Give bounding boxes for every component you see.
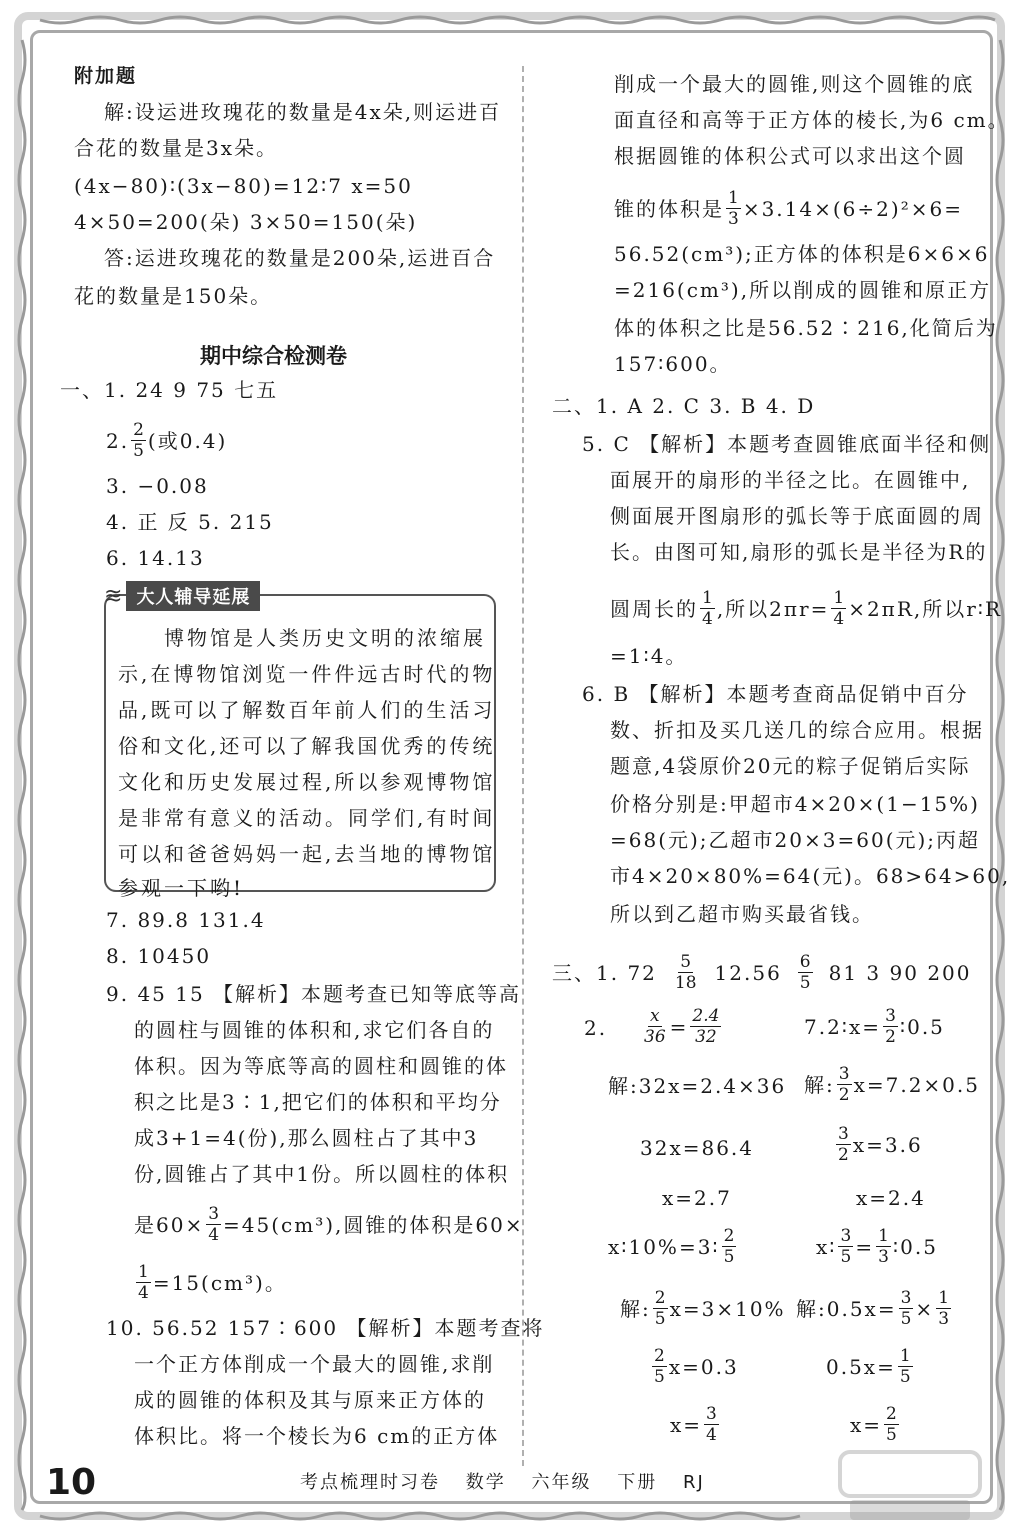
tip-line-1: 博物馆是人类历史文明的浓缩展 (164, 626, 486, 650)
watermark-logo-icon (830, 1446, 990, 1526)
cont-line-7: 体的体积之比是56.52∶216,化简后为 (614, 316, 998, 340)
answer-2-6-line-1: 6. B 【解析】本题考查商品促销中百分 (582, 682, 969, 706)
equation-3-step-1: 解: $\frac{2}{5}$ x=3×10% (620, 1288, 786, 1329)
tip-line-6: 是非常有意义的活动。同学们,有时间 (118, 806, 496, 830)
equation-4: x∶ $\frac{3}{5}$ = $\frac{1}{3}$ ∶0.5 (816, 1226, 938, 1267)
fraction: $\frac{1}{5}$ (899, 1346, 911, 1387)
answer-2-6-line-6: 市4×20×80%=64(元)。68>64>60, (610, 864, 1011, 888)
answer-1-7: 7. 89.8 131.4 (106, 908, 266, 932)
equation-1: $\frac{x}{36}$ = $\frac{2.4}{32}$ (644, 1006, 720, 1047)
equation-2-step-1: 解: $\frac{3}{2}$ x=7.2×0.5 (804, 1064, 980, 1105)
bonus-line-5: 答:运进玫瑰花的数量是200朵,运进百合 (104, 246, 496, 270)
fraction: $\frac{5}{18}$ (674, 952, 697, 993)
tip-box-tab (104, 582, 260, 610)
fraction: $\frac{2.4}{32}$ (692, 1006, 720, 1047)
equation-4-step-3: x= $\frac{2}{5}$ (850, 1404, 897, 1445)
page-number: 10 (46, 1462, 97, 1503)
bonus-line-4: 4×50=200(朵) 3×50=150(朵) (74, 210, 418, 234)
q2-suffix: (或0.4) (147, 428, 228, 453)
cont-line-4: 锥的体积是 $\frac{1}{3}$ ×3.14×(6÷2)²×6= (614, 188, 963, 229)
fraction: $\frac{3}{4}$ (208, 1204, 220, 1245)
cont-line-6: =216(cm³),所以削成的圆锥和原正方 (614, 278, 992, 302)
answer-2-5-line-1: 5. C 【解析】本题考查圆锥底面半径和侧 (582, 432, 992, 456)
fraction: $\frac{3}{2}$ (838, 1064, 850, 1105)
answer-1-9-line-6: 份,圆锥占了其中1份。所以圆柱的体积 (134, 1162, 510, 1186)
answer-1-10-line-1: 10. 56.52 157∶600 【解析】本题考查将 (106, 1316, 545, 1340)
equation-2: 7.2∶x= $\frac{3}{2}$ ∶0.5 (804, 1006, 945, 1047)
bonus-line-2: 合花的数量是3x朵。 (74, 136, 279, 160)
bonus-heading: 附加题 (74, 65, 138, 87)
equation-3-step-3: x= $\frac{3}{4}$ (670, 1404, 717, 1445)
cont-line-5: 56.52(cm³);正方体的体积是6×6×6 (614, 242, 990, 266)
answer-1-9-line-8: $\frac{1}{4}$ =15(cm³)。 (138, 1262, 287, 1303)
bonus-line-1: 解:设运进玫瑰花的数量是4x朵,则运进百 (104, 100, 502, 124)
equation-4-step-1: 解:0.5x= $\frac{3}{5}$ × $\frac{1}{3}$ (796, 1288, 950, 1329)
answer-3-2-label: 2. (584, 1016, 608, 1040)
fraction: $\frac{1}{3}$ (878, 1226, 889, 1267)
fraction: $\frac{1}{3}$ (938, 1288, 950, 1329)
answer-2-6-line-2: 数、折扣及买几送几的综合应用。根据 (610, 718, 984, 742)
fraction: $\frac{2}{5}$ (654, 1346, 665, 1387)
fraction: $\frac{2}{5}$ (723, 1226, 735, 1267)
fraction: $\frac{3}{4}$ (706, 1404, 717, 1445)
answer-1-1: 一、1. 24 9 75 七五 (60, 378, 279, 402)
fraction: $\frac{2}{5}$ (133, 420, 144, 461)
answer-2-1-4: 二、1. A 2. C 3. B 4. D (552, 394, 816, 418)
cont-line-8: 157∶600。 (614, 352, 732, 376)
fraction: $\frac{1}{3}$ (728, 188, 739, 229)
equation-2-step-2: $\frac{3}{2}$ x=3.6 (838, 1124, 923, 1165)
answer-1-9-line-3: 体积。因为等底等高的圆柱和圆锥的体 (134, 1054, 508, 1078)
fraction: $\frac{6}{5}$ (799, 952, 811, 993)
fraction: $\frac{3}{2}$ (885, 1006, 896, 1047)
answer-1-6: 6. 14.13 (106, 546, 205, 570)
cont-line-1: 削成一个最大的圆锥,则这个圆锥的底 (614, 72, 975, 96)
footer-grade: 六年级 (531, 1472, 592, 1493)
answer-1-9-line-1: 9. 45 15 【解析】本题考查已知等底等高 (106, 982, 522, 1006)
fraction: $\frac{2}{5}$ (886, 1404, 897, 1445)
answer-2-6-line-7: 所以到乙超市购买最省钱。 (610, 902, 874, 926)
answer-2-5-line-3: 侧面展开图扇形的弧长等于底面圆的周 (610, 504, 984, 528)
answer-1-4-5: 4. 正 反 5. 215 (106, 510, 274, 534)
answer-1-9-line-2: 的圆柱与圆锥的体积和,求它们各自的 (134, 1018, 495, 1042)
bonus-line-6: 花的数量是150朵。 (74, 284, 273, 308)
tip-line-8: 参观一下哟! (118, 876, 245, 900)
answer-1-10-line-4: 体积比。将一个棱长为6 cm的正方体 (134, 1424, 500, 1448)
fraction: $\frac{2}{5}$ (654, 1288, 666, 1329)
equation-1-step-1: 解:32x=2.4×36 (608, 1074, 787, 1098)
answer-2-6-line-4: 价格分别是:甲超市4×20×(1−15%) (610, 792, 980, 816)
answer-2-5-line-5: 圆周长的 $\frac{1}{4}$ ,所以2πr= $\frac{1}{4}$ ×2πR,所以r∶R (610, 588, 1003, 629)
answer-3-1: 三、1. 72 $\frac{5}{18}$ 12.56 $\frac{6}{5}$ 81 3 90 200 (552, 952, 972, 993)
footer-info (300, 1468, 705, 1494)
tip-line-5: 文化和历史发展过程,所以参观博物馆 (118, 770, 496, 794)
answer-2-6-line-5: =68(元);乙超市20×3=60(元);丙超 (610, 828, 981, 852)
answer-1-10-line-3: 成的圆锥的体积及其与原来正方体的 (134, 1388, 486, 1412)
answer-2-6-line-3: 题意,4袋原价20元的粽子促销后实际 (610, 754, 971, 778)
answer-1-8: 8. 10450 (106, 944, 212, 968)
wave-lines-icon: ≋ (104, 583, 123, 609)
equation-3-step-2: $\frac{2}{5}$ x=0.3 (654, 1346, 739, 1387)
answer-1-9-line-7: 是60× $\frac{3}{4}$ =45(cm³),圆锥的体积是60× (134, 1204, 524, 1245)
section-title: 期中综合检测卷 (200, 344, 347, 368)
answer-1-9-line-4: 积之比是3∶1,把它们的体积和平均分 (134, 1090, 502, 1114)
fraction: $\frac{3}{5}$ (900, 1288, 912, 1329)
equation-1-step-2: 32x=86.4 (640, 1136, 755, 1160)
answer-1-3: 3. −0.08 (106, 474, 209, 498)
footer-volume: 下册 (617, 1472, 658, 1493)
answer-1-2 (106, 420, 227, 461)
footer-subject: 数学 (465, 1472, 506, 1493)
equation-3: x∶10%=3∶ $\frac{2}{5}$ (608, 1226, 735, 1267)
equation-1-step-3: x=2.7 (662, 1186, 732, 1210)
equation-2-step-3: x=2.4 (856, 1186, 926, 1210)
answer-2-5-line-6: =1∶4。 (610, 644, 688, 668)
fraction: $\frac{1}{4}$ (138, 1262, 149, 1303)
answer-2-5-line-4: 长。由图可知,扇形的弧长是半径为R的 (610, 540, 988, 564)
footer-book: 考点梳理时习卷 (300, 1472, 440, 1493)
fraction: $\frac{x}{36}$ (644, 1006, 666, 1047)
answer-1-10-line-2: 一个正方体削成一个最大的圆锥,求削 (134, 1352, 495, 1376)
tip-line-4: 俗和文化,还可以了解我国优秀的传统 (118, 734, 496, 758)
tip-line-7: 可以和爸爸妈妈一起,去当地的博物馆 (118, 842, 496, 866)
answer-2-5-line-2: 面展开的扇形的半径之比。在圆锥中, (610, 468, 971, 492)
fraction: $\frac{1}{4}$ (833, 588, 845, 629)
footer-edition: RJ (682, 1472, 705, 1493)
equation-4-step-2: 0.5x= $\frac{1}{5}$ (826, 1346, 911, 1387)
fraction: $\frac{3}{5}$ (840, 1226, 852, 1267)
tip-line-3: 品,既可以了解数百年前人们的生活习 (118, 698, 496, 722)
cont-line-2: 面直径和高等于正方体的棱长,为6 cm。 (614, 108, 1010, 132)
tip-box-label: 大人辅导延展 (126, 581, 260, 611)
fraction: $\frac{1}{4}$ (702, 588, 713, 629)
tip-line-2: 示,在博物馆浏览一件件远古时代的物 (118, 662, 496, 686)
fraction: $\frac{3}{2}$ (838, 1124, 849, 1165)
cont-line-3: 根据圆锥的体积公式可以求出这个圆 (614, 144, 966, 168)
answer-1-9-line-5: 成3+1=4(份),那么圆柱占了其中3 (134, 1126, 479, 1150)
column-divider (522, 66, 524, 1466)
bonus-line-3: (4x−80)∶(3x−80)=12∶7 x=50 (74, 174, 413, 198)
q2-number: 2. (106, 428, 130, 453)
